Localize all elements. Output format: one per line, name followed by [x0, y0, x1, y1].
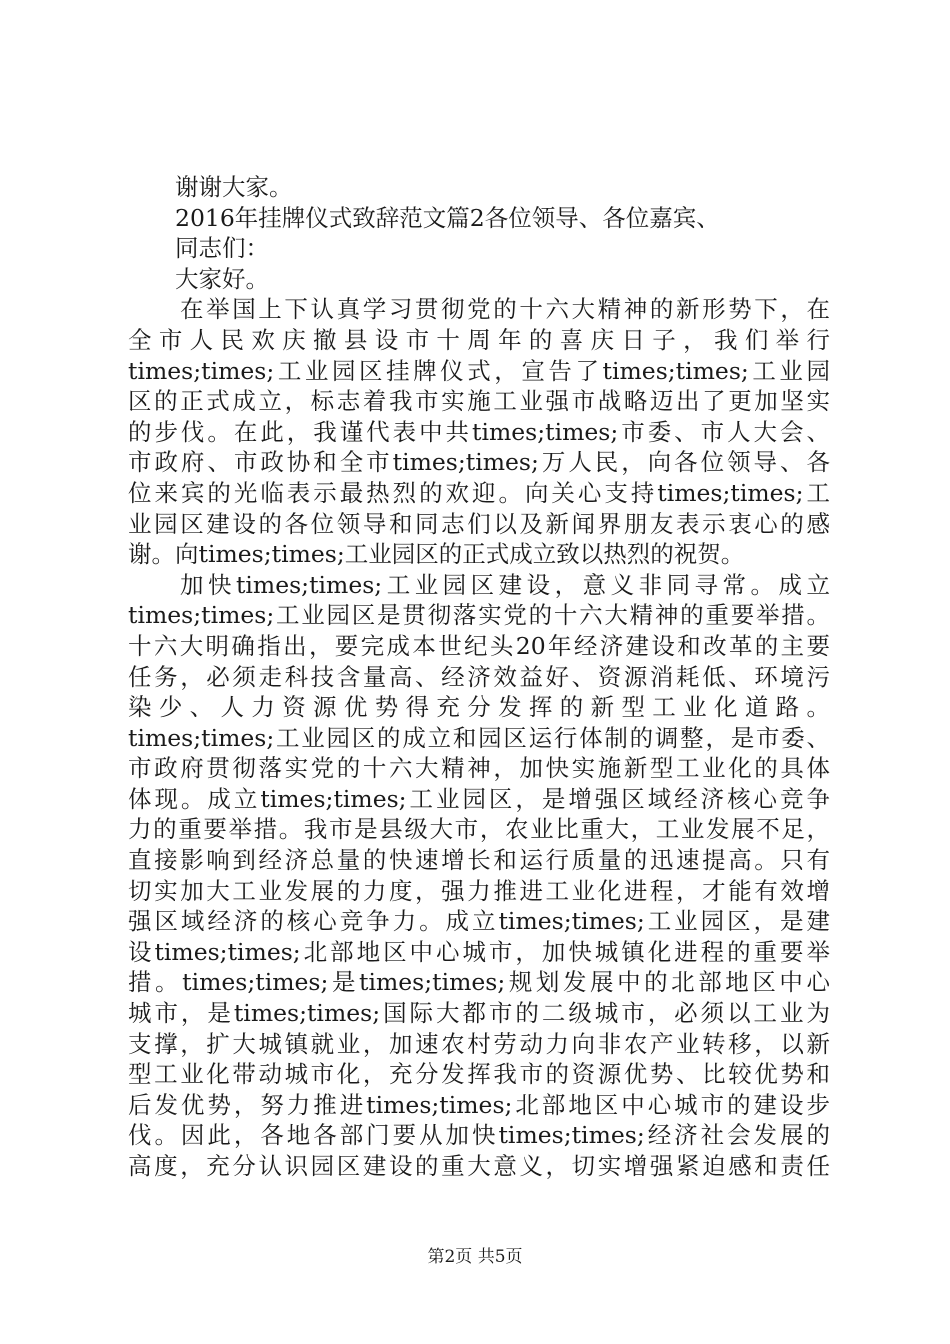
text-line: 高度，充分认识园区建设的重大意义，切实增强紧迫感和责任 [128, 1152, 830, 1180]
text-line: 支撑，扩大城镇就业，加速农村劳动力向非农产业转移，以新 [128, 1029, 830, 1058]
text-line: 设times;times;北部地区中心城市，加快城镇化进程的重要举 [128, 937, 830, 966]
text-line: 业园区建设的各位领导和同志们以及新闻界朋友表示衷心的感 [128, 509, 830, 538]
text-line: 2016年挂牌仪式致辞范文篇2各位领导、各位嘉宾、 [175, 203, 720, 232]
text-line: 直接影响到经济总量的快速增长和运行质量的迅速提高。只有 [128, 846, 830, 875]
text-line: 市政府、市政协和全市times;times;万人民，向各位领导、各 [128, 448, 830, 477]
text-line: 位来宾的光临表示最热烈的欢迎。向关心支持times;times;工 [128, 478, 830, 507]
text-line: 同志们： [175, 234, 269, 263]
text-line: 大家好。 [175, 264, 269, 293]
text-line: 力的重要举措。我市是县级大市，农业比重大，工业发展不足， [128, 815, 830, 844]
text-line: 型工业化带动城市化，充分发挥我市的资源优势、比较优势和 [128, 1060, 830, 1089]
text-line: 谢谢大家。 [175, 173, 293, 201]
text-line: 加快times;times;工业园区建设，意义非同寻常。成立 [180, 570, 830, 599]
text-line: 区的正式成立，标志着我市实施工业强市战略迈出了更加坚实 [128, 387, 830, 416]
text-line: 切实加大工业发展的力度，强力推进工业化进程，才能有效增 [128, 876, 830, 905]
text-line: 十六大明确指出，要完成本世纪头20年经济建设和改革的主要 [128, 631, 830, 660]
document-body [128, 172, 830, 1182]
text-line: 的步伐。在此，我谨代表中共times;times;市委、市人大会、 [128, 417, 830, 446]
text-line: 措。times;times;是times;times;规划发展中的北部地区中心 [128, 968, 830, 997]
text-line: 在举国上下认真学习贯彻党的十六大精神的新形势下，在 [180, 295, 830, 324]
text-line: times;times;工业园区是贯彻落实党的十六大精神的重要举措。 [128, 601, 830, 630]
text-line: 染少、人力资源优势得充分发挥的新型工业化道路。 [128, 693, 830, 722]
text-line: 体现。成立times;times;工业园区，是增强区域经济核心竞争 [128, 784, 830, 813]
text-line: 谢。向times;times;工业园区的正式成立致以热烈的祝贺。 [128, 540, 745, 569]
text-line: times;times;工业园区的成立和园区运行体制的调整，是市委、 [128, 723, 830, 752]
text-line: 市政府贯彻落实党的十六大精神，加快实施新型工业化的具体 [128, 754, 830, 783]
text-line: times;times;工业园区挂牌仪式，宣告了times;times;工业园 [128, 356, 830, 385]
text-line: 强区域经济的核心竞争力。成立times;times;工业园区，是建 [128, 907, 830, 936]
text-line: 后发优势，努力推进times;times;北部地区中心城市的建设步 [128, 1090, 830, 1119]
text-line: 伐。因此，各地各部门要从加快times;times;经济社会发展的 [128, 1121, 830, 1150]
text-line: 任务，必须走科技含量高、经济效益好、资源消耗低、环境污 [128, 662, 830, 691]
text-line: 全市人民欢庆撤县设市十周年的喜庆日子，我们举行 [128, 325, 830, 354]
page-number: 第2页 共5页 [427, 1247, 523, 1267]
page-footer [0, 1242, 950, 1267]
text-line: 城市，是times;times;国际大都市的二级城市，必须以工业为 [128, 999, 830, 1028]
